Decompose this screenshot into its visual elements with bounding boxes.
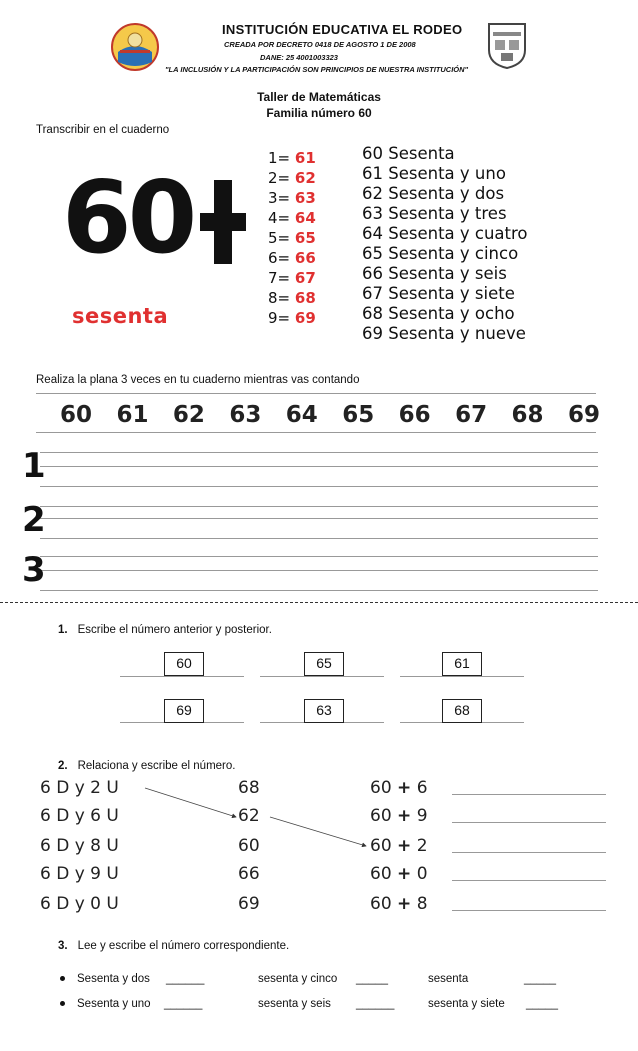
answer-blank: ______	[166, 973, 205, 985]
dane-text: DANE: 25 4001003323	[260, 53, 338, 62]
plana-number: 69	[567, 402, 600, 428]
sum-row: 2= 62	[268, 169, 316, 187]
word-row: 62 Sesenta y dos	[362, 184, 505, 203]
exercise-1-heading: 1. Escribe el número anterior y posterior.	[58, 624, 272, 636]
word-row: 68 Sesenta y ocho	[362, 304, 515, 323]
number-box: 65	[304, 652, 344, 676]
read-item: Sesenta y uno	[60, 998, 151, 1010]
read-item: sesenta y siete	[428, 998, 505, 1010]
sum-row: 4= 64	[268, 209, 316, 227]
number-item: 68	[238, 778, 260, 798]
plana-number: 61	[116, 402, 149, 428]
plana-number: 67	[455, 402, 488, 428]
bullet-icon	[60, 976, 65, 981]
plana-number: 64	[285, 402, 318, 428]
number-item: 62	[238, 806, 260, 826]
number-item: 69	[238, 894, 260, 914]
tens-units-item: 6 D y 8 U	[40, 836, 119, 856]
plana-number: 63	[229, 402, 262, 428]
instruction-transcribe: Transcribir en el cuaderno	[36, 124, 170, 136]
sum-row: 3= 63	[268, 189, 316, 207]
read-item: sesenta y cinco	[258, 973, 338, 985]
read-item: Sesenta y dos	[60, 973, 150, 985]
number-box: 63	[304, 699, 344, 723]
exercise-3-heading: 3. Lee y escribe el número correspondiente.	[58, 940, 290, 952]
plana-number: 66	[398, 402, 431, 428]
number-box: 60	[164, 652, 204, 676]
read-item: sesenta y seis	[258, 998, 331, 1010]
word-row: 69 Sesenta y nueve	[362, 324, 526, 343]
number-box: 69	[164, 699, 204, 723]
number-box: 61	[442, 652, 482, 676]
tens-units-item: 6 D y 9 U	[40, 864, 119, 884]
sum-row: 6= 66	[268, 249, 316, 267]
number-item: 66	[238, 864, 260, 884]
tens-units-item: 6 D y 0 U	[40, 894, 119, 914]
tens-units-item: 6 D y 2 U	[40, 778, 119, 798]
tens-units-item: 6 D y 6 U	[40, 806, 119, 826]
sum-item: 60 + 6	[370, 778, 428, 798]
sum-row: 8= 68	[268, 289, 316, 307]
sum-item: 60 + 0	[370, 864, 428, 884]
sum-item: 60 + 8	[370, 894, 428, 914]
read-item: sesenta	[428, 973, 469, 985]
word-row: 66 Sesenta y seis	[362, 264, 507, 283]
row-label: 1	[22, 446, 46, 486]
answer-blank: ______	[356, 998, 395, 1010]
word-row: 67 Sesenta y siete	[362, 284, 515, 303]
word-row: 60 Sesenta	[362, 144, 455, 163]
sum-row: 1= 61	[268, 149, 316, 167]
worksheet-subtitle: Familia número 60	[266, 106, 372, 120]
row-label: 2	[22, 500, 46, 540]
sum-item: 60 + 2	[370, 836, 428, 856]
motto-text: "LA INCLUSIÓN Y LA PARTICIPACIÓN SON PRINCIPIOS DE NUESTRA INSTITUCIÓN"	[165, 65, 469, 74]
exercise-2-heading: 2. Relaciona y escribe el número.	[58, 760, 236, 772]
plana-number: 60	[60, 402, 93, 428]
decree-text: CREADA POR DECRETO 0418 DE AGOSTO 1 DE 2008	[224, 40, 416, 49]
word-row: 61 Sesenta y uno	[362, 164, 506, 183]
instruction-plana: Realiza la plana 3 veces en tu cuaderno mientras vas contando	[36, 374, 360, 386]
plana-number: 62	[172, 402, 205, 428]
word-row: 63 Sesenta y tres	[362, 204, 507, 223]
plana-number: 68	[511, 402, 544, 428]
plana-number: 65	[342, 402, 375, 428]
number-item: 60	[238, 836, 260, 856]
row-label: 3	[22, 550, 46, 590]
sum-row: 7= 67	[268, 269, 316, 287]
word-row: 65 Sesenta y cinco	[362, 244, 519, 263]
sesenta-word: sesenta	[72, 304, 169, 328]
word-row: 64 Sesenta y cuatro	[362, 224, 528, 243]
sum-item: 60 + 9	[370, 806, 428, 826]
number-box: 68	[442, 699, 482, 723]
answer-blank: _____	[356, 973, 388, 985]
institution-name: INSTITUCIÓN EDUCATIVA EL RODEO	[222, 22, 463, 37]
sum-row: 9= 69	[268, 309, 316, 327]
worksheet-title: Taller de Matemáticas	[257, 90, 381, 104]
answer-blank: _____	[524, 973, 556, 985]
sum-row: 5= 65	[268, 229, 316, 247]
bullet-icon	[60, 1001, 65, 1006]
answer-blank: ______	[164, 998, 203, 1010]
answer-blank: _____	[526, 998, 558, 1010]
big-sixty: 60	[62, 159, 194, 276]
